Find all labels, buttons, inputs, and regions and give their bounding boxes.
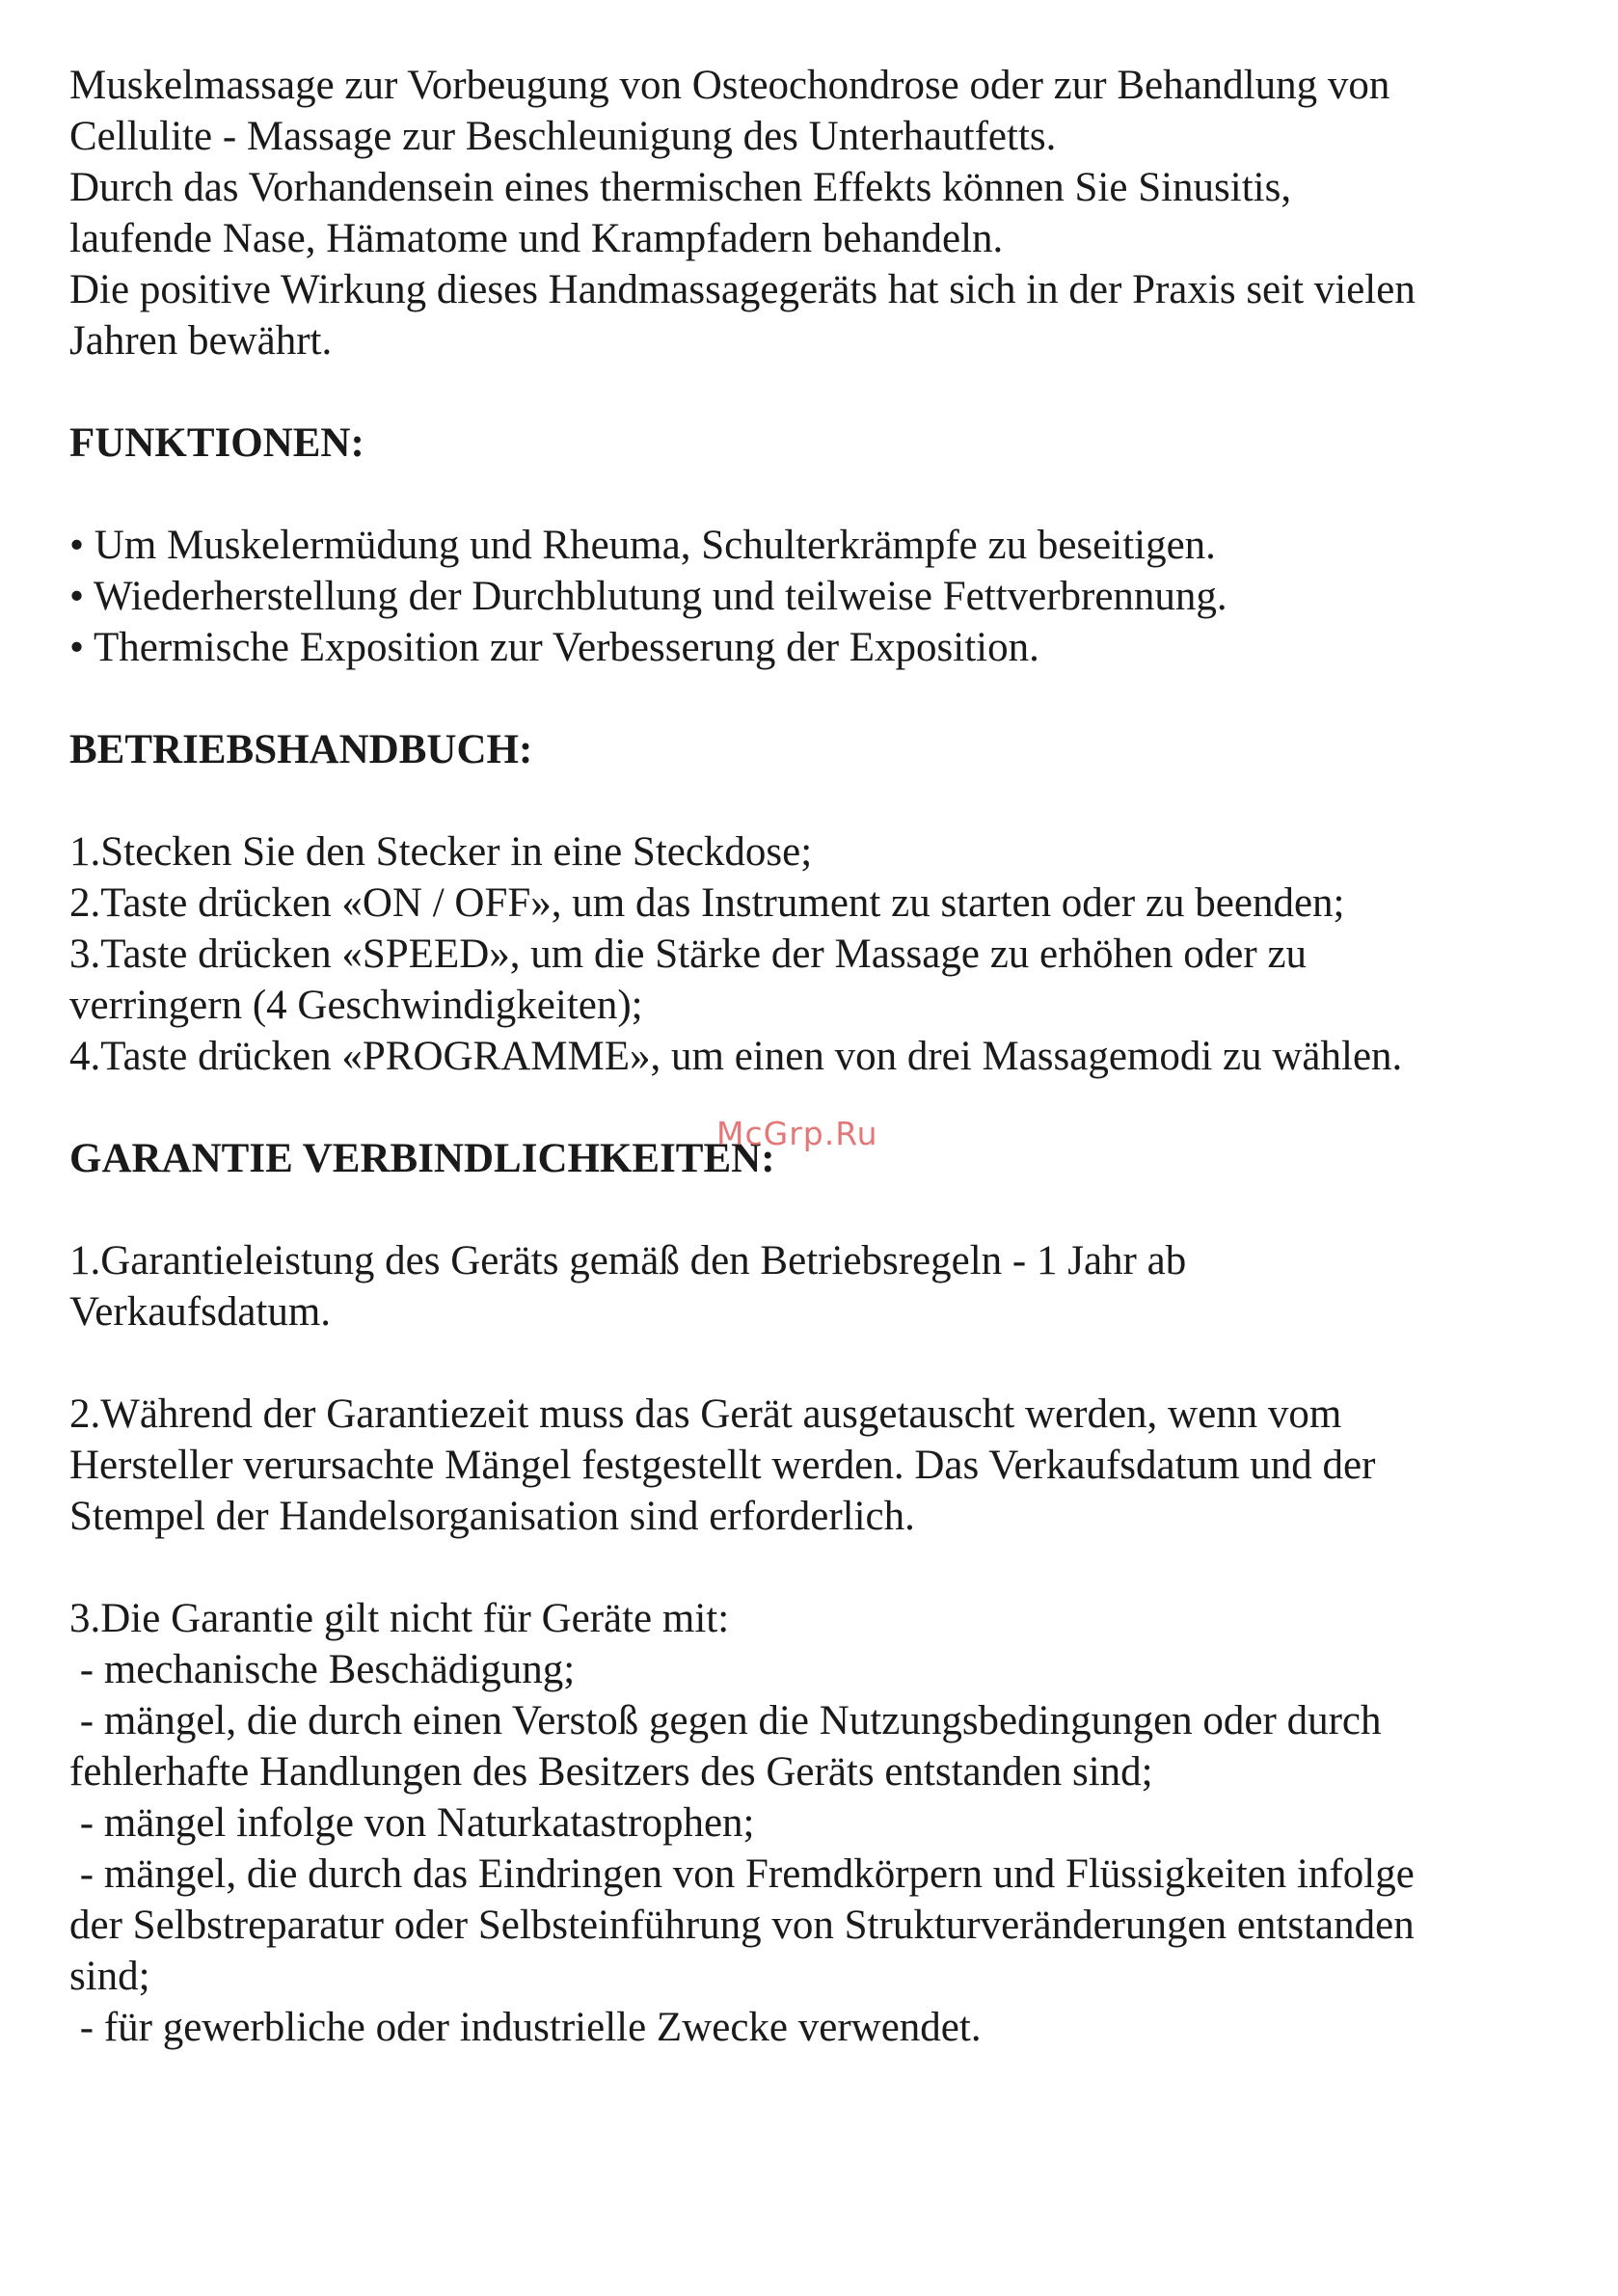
text-line: Durch das Vorhandensein eines thermischen Effekts können Sie Sinusitis, <box>69 165 1292 210</box>
text-line: Cellulite - Massage zur Beschleunigung des Unterhautfetts. <box>69 114 1057 159</box>
step-line: verringern (4 Geschwindigkeiten); <box>69 983 643 1028</box>
garantie-paragraph-3 <box>69 1593 1593 2053</box>
funktionen-list <box>69 520 1593 673</box>
watermark: McGrp.Ru <box>716 1115 878 1152</box>
text-line: 3.Die Garantie gilt nicht für Geräte mit: <box>69 1596 730 1641</box>
section-heading-funktionen: FUNKTIONEN: <box>69 420 364 466</box>
text-line: laufende Nase, Hämatome und Krampfadern behandeln. <box>69 216 1004 261</box>
betriebshandbuch-steps <box>69 826 1593 1082</box>
text-line: - mängel infolge von Naturkatastrophen; <box>69 1800 755 1846</box>
text-line: 2.Während der Garantiezeit muss das Gerät ausgetauscht werden, wenn vom <box>69 1391 1342 1437</box>
text-line: der Selbstreparatur oder Selbsteinführung von Strukturveränderungen entstanden <box>69 1903 1415 1948</box>
list-item: • Wiederherstellung der Durchblutung und teilweise Fettverbrennung. <box>69 574 1227 619</box>
list-item: • Um Muskelermüdung und Rheuma, Schulterkrämpfe zu beseitigen. <box>69 523 1216 568</box>
text-line: - für gewerbliche oder industrielle Zwecke verwendet. <box>69 2005 982 2050</box>
intro-paragraph <box>69 60 1593 366</box>
text-line: Jahren bewährt. <box>69 318 333 364</box>
text-line: Muskelmassage zur Vorbeugung von Osteochondrose oder zur Behandlung von <box>69 63 1390 108</box>
step-line: 2.Taste drücken «ON / OFF», um das Instrument zu starten oder zu beenden; <box>69 880 1345 926</box>
text-line: fehlerhafte Handlungen des Besitzers des Geräts entstanden sind; <box>69 1749 1153 1795</box>
step-line: 4.Taste drücken «PROGRAMME», um einen von drei Massagemodi zu wählen. <box>69 1034 1403 1079</box>
garantie-paragraph-1 <box>69 1235 1593 1337</box>
text-line: Hersteller verursachte Mängel festgestellt werden. Das Verkaufsdatum und der <box>69 1443 1376 1488</box>
text-line: sind; <box>69 1954 150 1999</box>
garantie-paragraph-2 <box>69 1389 1593 1542</box>
step-line: 1.Stecken Sie den Stecker in eine Steckdose; <box>69 829 813 875</box>
text-line: - mechanische Beschädigung; <box>69 1647 576 1692</box>
text-line: Verkaufsdatum. <box>69 1289 332 1335</box>
text-line: - mängel, die durch das Eindringen von Fremdkörpern und Flüssigkeiten infolge <box>69 1851 1415 1897</box>
text-line: Stempel der Handelsorganisation sind erforderlich. <box>69 1494 915 1539</box>
section-heading-betriebshandbuch: BETRIEBSHANDBUCH: <box>69 727 533 772</box>
text-line: 1.Garantieleistung des Geräts gemäß den Betriebsregeln - 1 Jahr ab <box>69 1238 1187 1283</box>
text-line: Die positive Wirkung dieses Handmassagegeräts hat sich in der Praxis seit vielen <box>69 267 1416 312</box>
step-line: 3.Taste drücken «SPEED», um die Stärke der Massage zu erhöhen oder zu <box>69 932 1308 977</box>
document-page <box>69 60 1593 2053</box>
list-item: • Thermische Exposition zur Verbesserung der Exposition. <box>69 625 1039 670</box>
text-line: - mängel, die durch einen Verstoß gegen die Nutzungsbedingungen oder durch <box>69 1698 1382 1743</box>
section-heading-garantie: GARANTIE VERBINDLICHKEITEN: <box>69 1136 775 1181</box>
